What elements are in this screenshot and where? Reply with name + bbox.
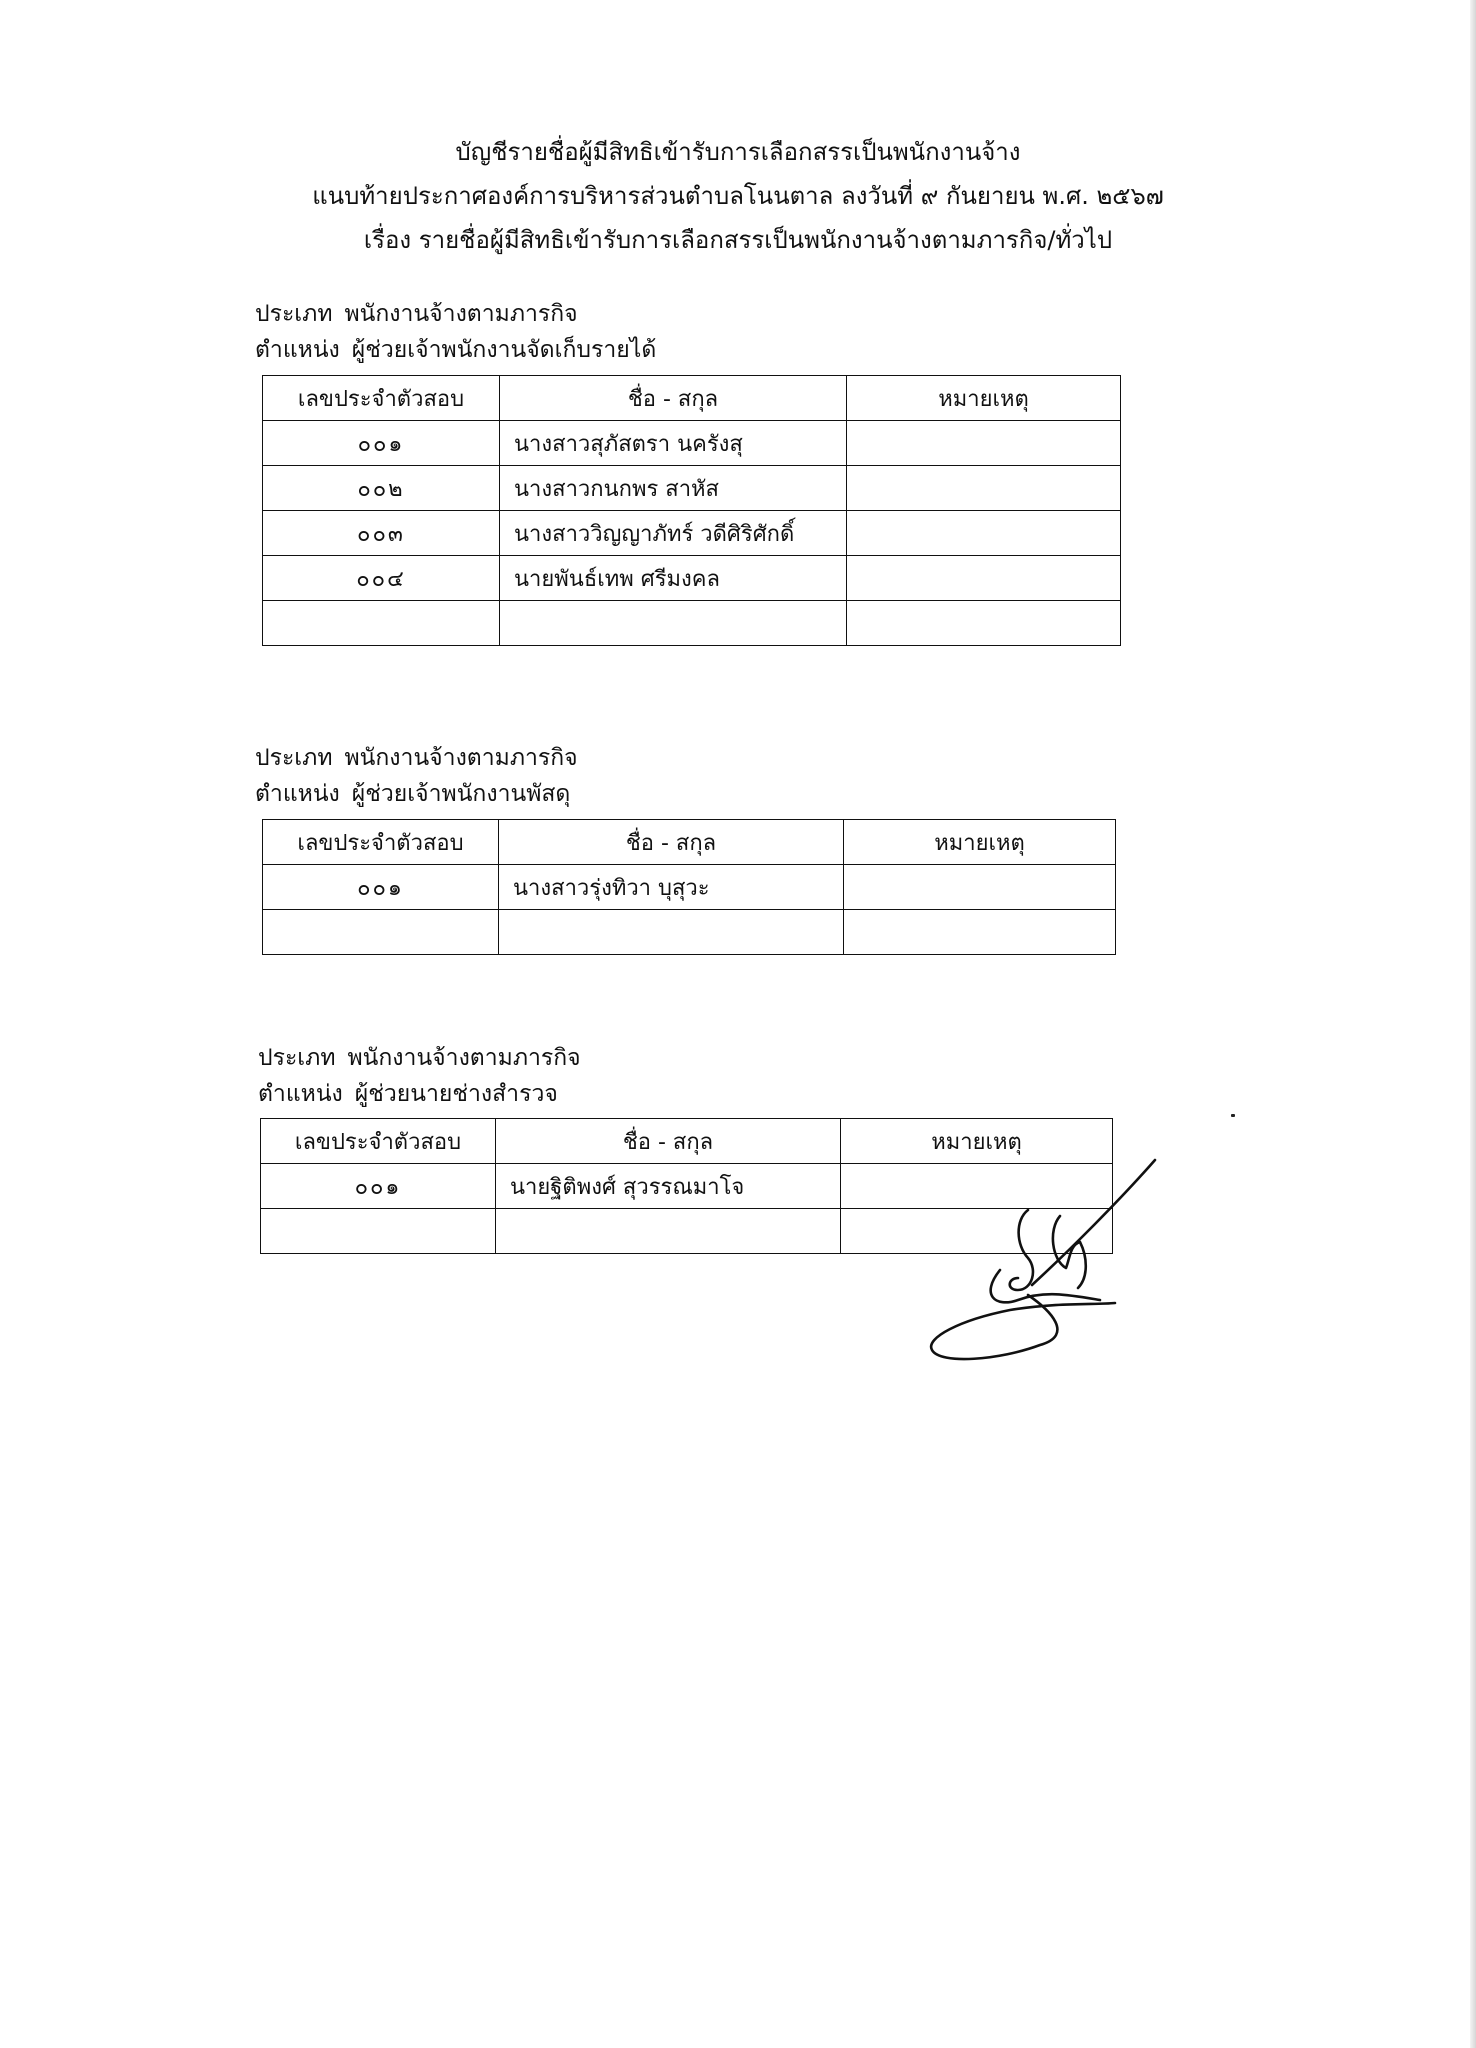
document-header: [0, 130, 1476, 262]
cell-remark: [847, 601, 1121, 646]
cell-exam-id: [263, 910, 499, 955]
section-3-meta: [258, 1040, 581, 1112]
table-header-row: [263, 376, 1121, 421]
cell-name: นางสาววิญญาภัทร์ วดีศิริศักดิ์: [500, 511, 847, 556]
table-row: [263, 511, 1121, 556]
cell-remark: [844, 865, 1116, 910]
table-row: [263, 865, 1116, 910]
cell-name: นางสาวรุ่งทิวา บุสุวะ: [499, 865, 844, 910]
col-header-name: ชื่อ - สกุล: [500, 376, 847, 421]
section-3-type: [258, 1040, 581, 1076]
cell-exam-id: ๐๐๒: [263, 466, 500, 511]
scan-speck: [1231, 1114, 1235, 1117]
section-2-table: [262, 819, 1116, 955]
cell-exam-id: [263, 601, 500, 646]
handwritten-signature: [920, 1150, 1180, 1370]
cell-exam-id: ๐๐๑: [263, 421, 500, 466]
col-header-exam-id: เลขประจำตัวสอบ: [263, 376, 500, 421]
col-header-exam-id: เลขประจำตัวสอบ: [261, 1119, 496, 1164]
cell-remark: [844, 910, 1116, 955]
section-3-position: [258, 1076, 581, 1112]
cell-exam-id: ๐๐๑: [261, 1164, 496, 1209]
type-value: พนักงานจ้างตามภารกิจ: [344, 745, 578, 771]
cell-name: [499, 910, 844, 955]
type-label: ประเภท: [255, 745, 333, 771]
cell-remark: [847, 421, 1121, 466]
col-header-name: ชื่อ - สกุล: [499, 820, 844, 865]
cell-name: นายพันธ์เทพ ศรีมงคล: [500, 556, 847, 601]
cell-name: [496, 1209, 841, 1254]
cell-remark: [847, 511, 1121, 556]
cell-name: นางสาวกนกพร สาหัส: [500, 466, 847, 511]
table-row-empty: [263, 601, 1121, 646]
table-row-empty: [263, 910, 1116, 955]
cell-exam-id: ๐๐๓: [263, 511, 500, 556]
cell-remark: [847, 556, 1121, 601]
position-value: ผู้ช่วยนายช่างสำรวจ: [354, 1081, 558, 1107]
type-value: พนักงานจ้างตามภารกิจ: [344, 301, 578, 327]
section-2-meta: [255, 740, 578, 812]
cell-name: นายฐิติพงศ์ สุวรรณมาโจ: [496, 1164, 841, 1209]
header-title: บัญชีรายชื่อผู้มีสิทธิเข้ารับการเลือกสรรเป็นพนักงานจ้าง: [455, 138, 1021, 166]
section-2-position: [255, 776, 578, 812]
section-1-table: [262, 375, 1121, 646]
cell-remark: [847, 466, 1121, 511]
position-label: ตำแหน่ง: [255, 337, 340, 363]
position-label: ตำแหน่ง: [255, 781, 340, 807]
position-value: ผู้ช่วยเจ้าพนักงานจัดเก็บรายได้: [351, 337, 657, 363]
section-1-meta: [255, 296, 656, 368]
header-subject-line: เรื่อง รายชื่อผู้มีสิทธิเข้ารับการเลือกสรรเป็นพนักงานจ้างตามภารกิจ/ทั่วไป: [363, 226, 1113, 254]
col-header-remark: หมายเหตุ: [844, 820, 1116, 865]
section-2-type: [255, 740, 578, 776]
table-row: [263, 421, 1121, 466]
col-header-exam-id: เลขประจำตัวสอบ: [263, 820, 499, 865]
position-value: ผู้ช่วยเจ้าพนักงานพัสดุ: [351, 781, 571, 807]
type-label: ประเภท: [255, 301, 333, 327]
header-attachment-line: แนบท้ายประกาศองค์การบริหารส่วนตำบลโนนตาล ลงวันที่ ๙ กันยายน พ.ศ. ๒๕๖๗: [312, 182, 1164, 210]
cell-exam-id: ๐๐๑: [263, 865, 499, 910]
table-header-row: [263, 820, 1116, 865]
cell-exam-id: [261, 1209, 496, 1254]
section-1-type: [255, 296, 656, 332]
col-header-remark: หมายเหตุ: [841, 1119, 1113, 1164]
type-value: พนักงานจ้างตามภารกิจ: [347, 1045, 581, 1071]
col-header-remark: หมายเหตุ: [847, 376, 1121, 421]
table-row: [263, 466, 1121, 511]
col-header-name: ชื่อ - สกุล: [496, 1119, 841, 1164]
cell-name: นางสาวสุภัสตรา นครังสุ: [500, 421, 847, 466]
page-edge-shadow: [1470, 0, 1476, 2048]
position-label: ตำแหน่ง: [258, 1081, 343, 1107]
table-row: [263, 556, 1121, 601]
section-1-position: [255, 332, 656, 368]
type-label: ประเภท: [258, 1045, 336, 1071]
cell-exam-id: ๐๐๔: [263, 556, 500, 601]
cell-name: [500, 601, 847, 646]
